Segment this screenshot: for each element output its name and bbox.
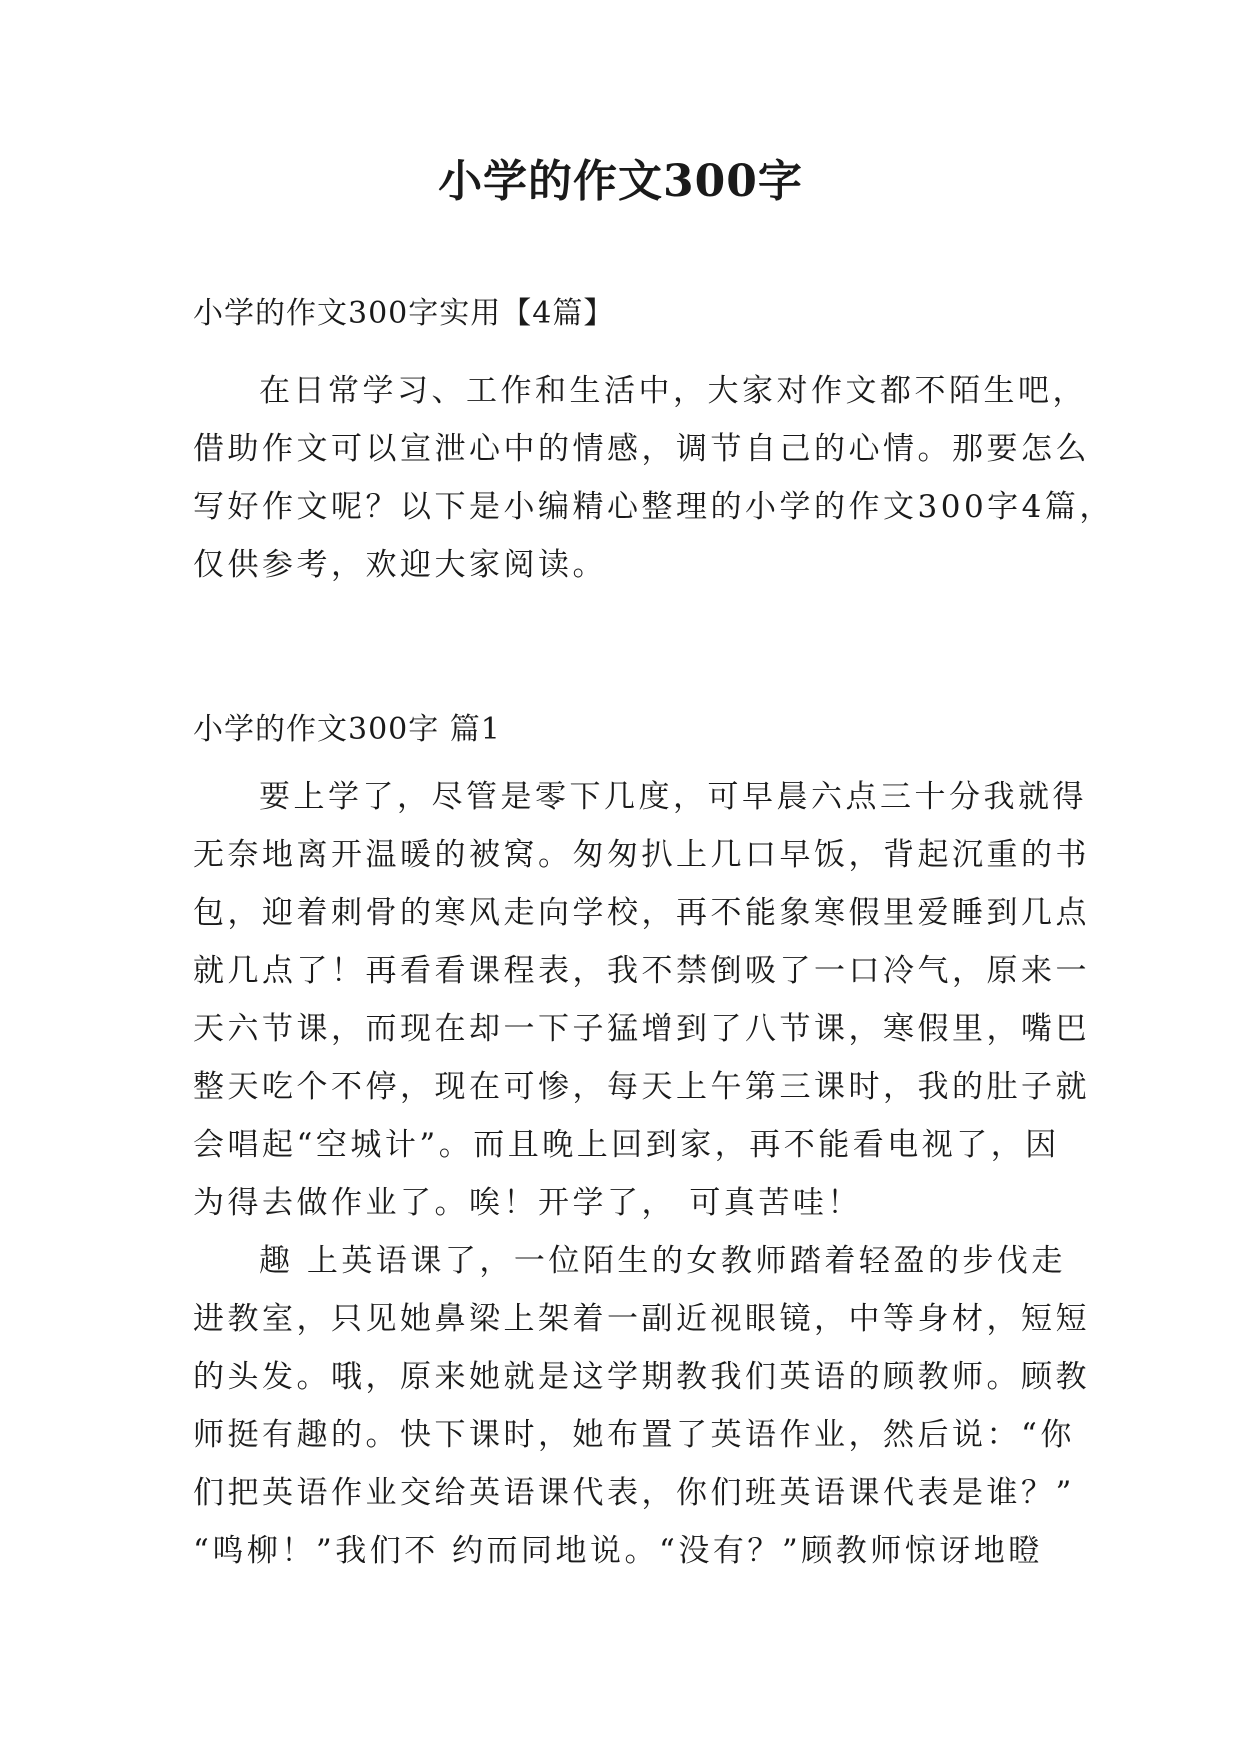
paragraph-line: 趣 上英语课了，一位陌生的女教师踏着轻盈的步伐走 [259, 1243, 1066, 1279]
section1-paragraph-2 [193, 1232, 1090, 1580]
paragraph-line: 为得去做作业了。唉！开学了， 可真苦哇！ [193, 1185, 862, 1221]
document-subtitle: 小学的作文300字实用【4篇】 [193, 296, 615, 331]
paragraph-line: 们把英语作业交给英语课代表，你们班英语课代表是谁？” [193, 1475, 1075, 1511]
intro-paragraph [193, 362, 1114, 594]
paragraph-line: 会唱起“空城计”。而且晚上回到家，再不能看电视了，因 [193, 1127, 1060, 1163]
paragraph-line: 写好作文呢？以下是小编精心整理的小学的作文300字4篇， [193, 489, 1114, 525]
paragraph-line: 无奈地离开温暖的被窝。匆匆扒上几口早饭，背起沉重的书 [193, 837, 1090, 873]
paragraph-line: 天六节课，而现在却一下子猛增到了八节课，寒假里，嘴巴 [193, 1011, 1090, 1047]
paragraph-line: 进教室，只见她鼻梁上架着一副近视眼镜，中等身材，短短 [193, 1301, 1090, 1337]
paragraph-line: 师挺有趣的。快下课时，她布置了英语作业，然后说：“你 [193, 1417, 1075, 1453]
paragraph-line: 整天吃个不停，现在可惨，每天上午第三课时，我的肚子就 [193, 1069, 1090, 1105]
paragraph-line: “鸣柳！”我们不 约而同地说。“没有？”顾教师惊讶地瞪 [193, 1533, 1043, 1569]
paragraph-line: 仅供参考，欢迎大家阅读。 [193, 547, 607, 583]
paragraph-line: 的头发。哦，原来她就是这学期教我们英语的顾教师。顾教 [193, 1359, 1090, 1395]
section1-paragraph-1 [193, 768, 1090, 1232]
paragraph-line: 在日常学习、工作和生活中，大家对作文都不陌生吧， [259, 373, 1087, 409]
paragraph-line: 包，迎着刺骨的寒风走向学校，再不能象寒假里爱睡到几点 [193, 895, 1090, 931]
paragraph-line: 借助作文可以宣泄心中的情感，调节自己的心情。那要怎么 [193, 431, 1090, 467]
section-heading: 小学的作文300字 篇1 [193, 712, 501, 747]
paragraph-line: 要上学了，尽管是零下几度，可早晨六点三十分我就得 [259, 779, 1087, 815]
paragraph-line: 就几点了！再看看课程表，我不禁倒吸了一口冷气，原来一 [193, 953, 1090, 989]
document-title: 小学的作文300字 [438, 156, 803, 207]
